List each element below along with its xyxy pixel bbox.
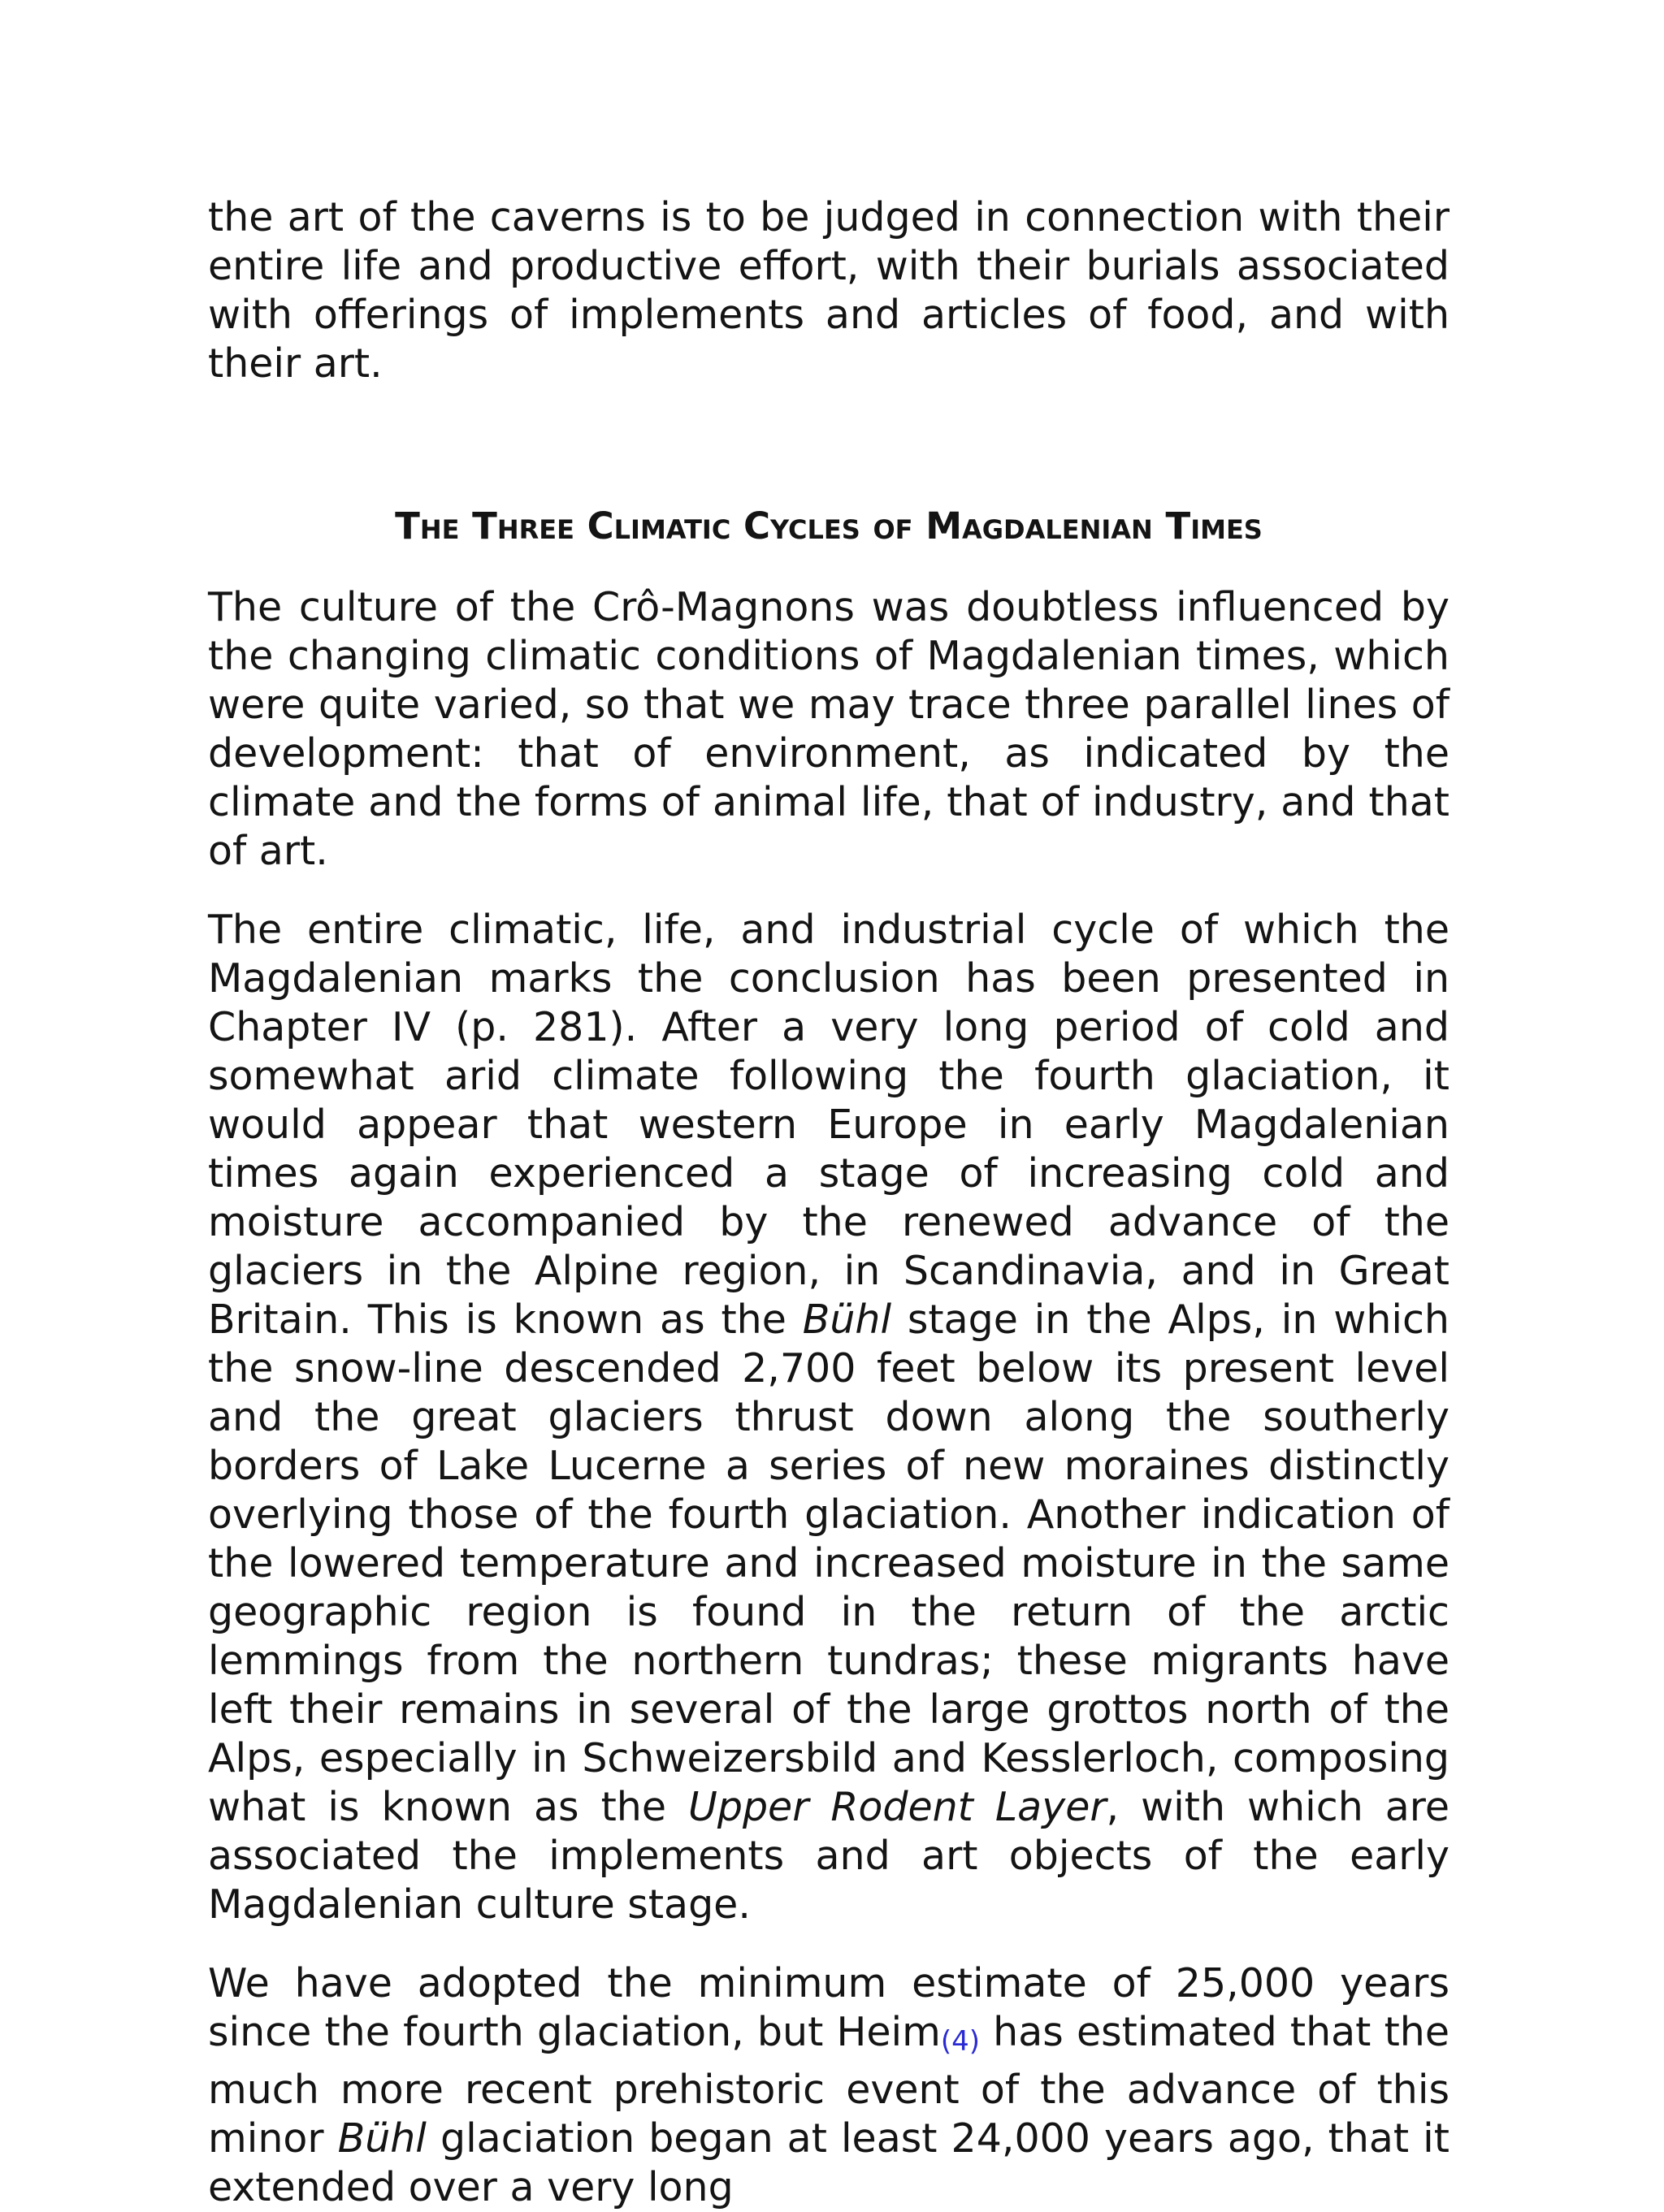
paragraph-estimate — [208, 1959, 1450, 2212]
section-heading: The Three Climatic Cycles of Magdalenian Times — [395, 504, 1263, 548]
buhl-term-2: Bühl — [337, 2115, 427, 2162]
paragraph-climatic-cycle — [208, 906, 1450, 1929]
paragraph-climatic-conditions — [208, 583, 1450, 876]
intro-paragraph — [208, 193, 1450, 388]
paragraph-1-text: The culture of the Crô-Magnons was doubtless influenced by the changing climatic conditions of Magdalenian times, which were quite varied, so that we may trace three parallel lines of development: that of environment, as indicated by the climate and the forms of animal life, that of industry, and that of art. — [208, 584, 1450, 874]
paragraph-3-text-b: has estimated that the much more recent prehistoric event of the advance of this minor — [208, 2009, 1450, 2162]
intro-text: the art of the caverns is to be judged in connection with their entire life and productive effort, with their burials associated with offerings of implements and articles of food, and with their art. — [208, 194, 1450, 387]
paragraph-2-text-a: The entire climatic, life, and industrial cycle of which the Magdalenian marks the conclusion has been presented in Chapter IV (p. 281). After a very long period of cold and somewhat arid climate following the fourth glaciation, it would appear that western Europe in early Magdalenian times again experienced a stage of increasing cold and moisture accompanied by the renewed advance of the glaciers in the Alpine region, in Scandinavia, and in Great Britain. This is known as the — [208, 907, 1450, 1343]
paragraph-2-text-b: stage in the Alps, in which the snow-line descended 2,700 feet below its present level and the great glaciers thrust down along the southerly borders of Lake Lucerne a series of new moraines distinctly overlying those of the fourth glaciation. Another indication of the lowered temperature and increased moisture in the same geographic region is found in the return of the arctic lemmings from the northern tundras; these migrants have left their remains in several of the large grottos north of the Alps, especially in Schweizersbild and Kesslerloch, composing what is known as the — [208, 1296, 1450, 1830]
paragraph-3-text-c: glaciation began at least 24,000 years ago, that it extended over a very long — [208, 2115, 1450, 2210]
paragraph-2-text-c: , with which are associated the implements and art objects of the early Magdalenian culture stage. — [208, 1784, 1450, 1928]
page-body — [208, 193, 1450, 2212]
buhl-term: Bühl — [802, 1296, 892, 1343]
upper-rodent-layer-term: Upper Rodent Layer — [687, 1784, 1107, 1830]
paragraph-3-text-a: We have adopted the minimum estimate of 25,000 years since the fourth glaciation, but Heim — [208, 1960, 1450, 2055]
footnote-link-4[interactable]: (4) — [940, 2025, 980, 2058]
